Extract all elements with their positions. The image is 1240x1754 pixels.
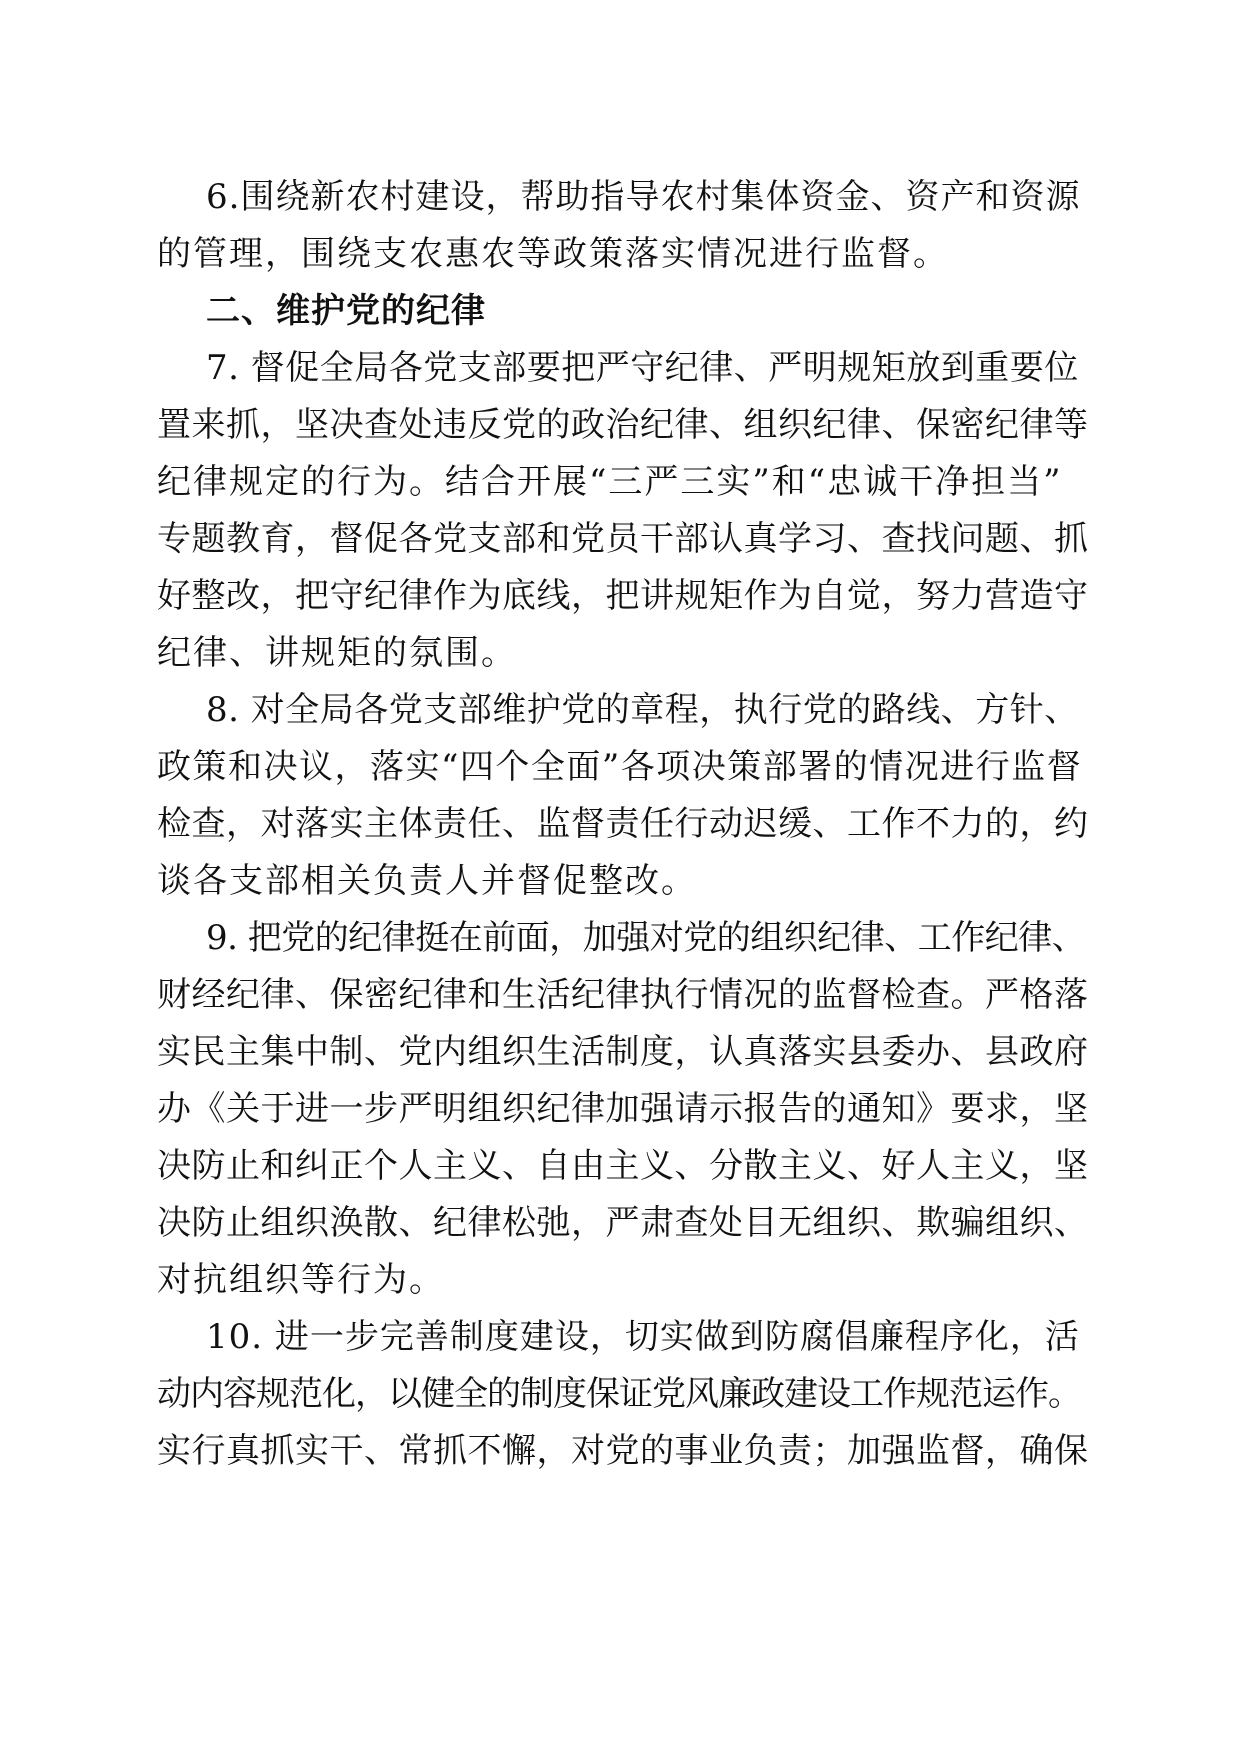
paragraph-9-line-4: 办《关于进一步严明组织纪律加强请示报告的通知》要求，坚 (157, 1089, 1089, 1129)
paragraph-7-line-2: 置来抓，坚决查处违反党的政治纪律、组织纪律、保密纪律等 (157, 405, 1089, 445)
paragraph-7-line-6: 纪律、讲规矩的氛围。 (157, 633, 517, 673)
paragraph-9-line-7: 对抗组织等行为。 (157, 1260, 445, 1300)
paragraph-8-line-1: 8. 对全局各党支部维护党的章程，执行党的路线、方针、 (206, 690, 1079, 730)
paragraph-6-line-2: 的管理，围绕支农惠农等政策落实情况进行监督。 (157, 234, 949, 274)
paragraph-7-line-5: 好整改，把守纪律作为底线，把讲规矩作为自觉，努力营造守 (157, 576, 1089, 616)
paragraph-8-line-4: 谈各支部相关负责人并督促整改。 (157, 861, 697, 901)
paragraph-9-line-2: 财经纪律、保密纪律和生活纪律执行情况的监督检查。严格落 (157, 975, 1089, 1015)
paragraph-8-line-3: 检查，对落实主体责任、监督责任行动迟缓、工作不力的，约 (157, 804, 1089, 844)
paragraph-9-line-6: 决防止组织涣散、纪律松弛，严肃查处目无组织、欺骗组织、 (157, 1203, 1089, 1243)
paragraph-7-line-1: 7. 督促全局各党支部要把严守纪律、严明规矩放到重要位 (206, 348, 1079, 388)
paragraph-7-line-4: 专题教育，督促各党支部和党员干部认真学习、查找问题、抓 (157, 519, 1089, 559)
paragraph-10-line-1: 10. 进一步完善制度建设，切实做到防腐倡廉程序化，活 (206, 1317, 1080, 1357)
paragraph-9-line-1: 9. 把党的纪律挺在前面，加强对党的组织纪律、工作纪律、 (206, 918, 1086, 958)
paragraph-9-line-5: 决防止和纠正个人主义、自由主义、分散主义、好人主义，坚 (157, 1146, 1089, 1186)
paragraph-9-line-3: 实民主集中制、党内组织生活制度，认真落实县委办、县政府 (157, 1032, 1089, 1072)
paragraph-8-line-2: 政策和决议，落实“四个全面”各项决策部署的情况进行监督 (157, 747, 1083, 787)
paragraph-7-line-3: 纪律规定的行为。结合开展“三严三实”和“忠诚干净担当” (157, 462, 1063, 502)
paragraph-10-line-3: 实行真抓实干、常抓不懈，对党的事业负责；加强监督，确保 (157, 1431, 1089, 1471)
paragraph-6-line-1: 6.围绕新农村建设，帮助指导农村集体资金、资产和资源 (206, 177, 1081, 217)
section-heading: 二、维护党的纪律 (206, 291, 486, 331)
paragraph-10-line-2: 动内容规范化，以健全的制度保证党风廉政建设工作规范运作。 (157, 1374, 1081, 1414)
